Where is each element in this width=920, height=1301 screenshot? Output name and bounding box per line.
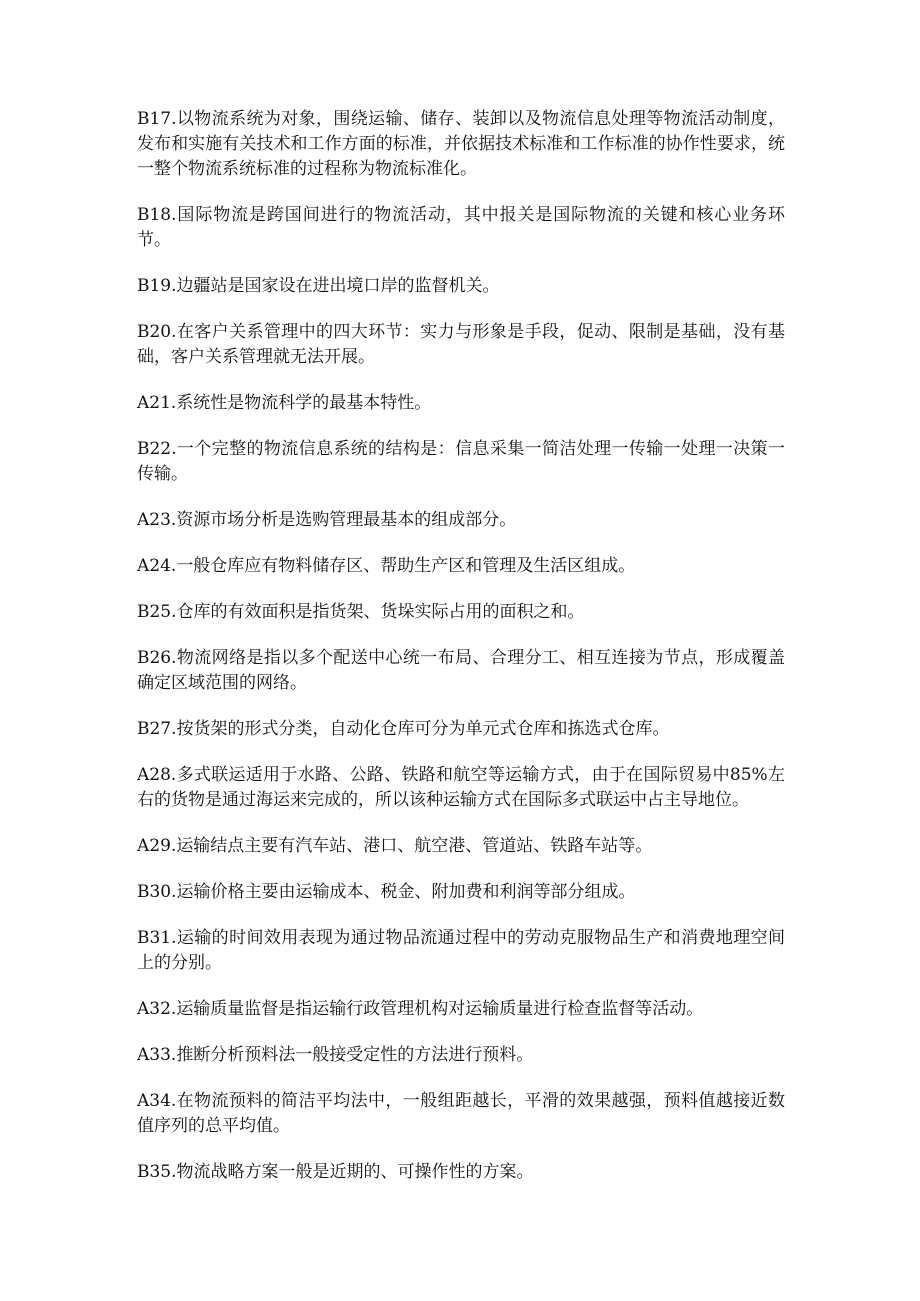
question-a21: A21.系统性是物流科学的最基本特性。 — [137, 393, 432, 413]
question-b35: B35.物流战略方案一般是近期的、可操作性的方案。 — [137, 1162, 534, 1182]
document-body — [137, 107, 785, 1206]
question-a32: A32.运输质量监督是指运输行政管理机构对运输质量进行检查监督等活动。 — [137, 999, 704, 1019]
question-b18: B18.国际物流是跨国间进行的物流活动，其中报关是国际物流的关键和核心业务环节。 — [137, 205, 785, 250]
question-a34: A34.在物流预料的简洁平均法中，一般组距越长，平滑的效果越强，预料值越接近数值序列的总平均值。 — [137, 1091, 785, 1136]
question-a29: A29.运输结点主要有汽车站、港口、航空港、管道站、铁路车站等。 — [137, 836, 653, 856]
question-b31: B31.运输的时间效用表现为通过物品流通过程中的劳动克服物品生产和消费地理空间上的分别。 — [137, 928, 785, 973]
question-b17: B17.以物流系统为对象，围绕运输、储存、装卸以及物流信息处理等物流活动制度，发布和实施有关技术和工作方面的标准，并依据技术标准和工作标准的协作性要求，统一整个物流系统标准的过程称为物流标准化。 — [137, 109, 785, 179]
question-b25: B25.仓库的有效面积是指货架、货垛实际占用的面积之和。 — [137, 602, 585, 622]
question-a23: A23.资源市场分析是选购管理最基本的组成部分。 — [137, 510, 517, 530]
question-b26: B26.物流网络是指以多个配送中心统一布局、合理分工、相互连接为节点，形成覆盖确定区域范围的网络。 — [137, 648, 785, 693]
question-b20: B20.在客户关系管理中的四大环节：实力与形象是手段，促动、限制是基础，没有基础，客户关系管理就无法开展。 — [137, 322, 785, 367]
question-b30: B30.运输价格主要由运输成本、税金、附加费和利润等部分组成。 — [137, 882, 636, 902]
question-b27: B27.按货架的形式分类，自动化仓库可分为单元式仓库和拣选式仓库。 — [137, 719, 670, 739]
question-a33: A33.推断分析预料法一般接受定性的方法进行预料。 — [137, 1045, 534, 1065]
question-a28: A28.多式联运适用于水路、公路、铁路和航空等运输方式，由于在国际贸易中85%左右的货物是通过海运来完成的，所以该种运输方式在国际多式联运中占主导地位。 — [137, 765, 785, 810]
question-a24: A24.一般仓库应有物料储存区、帮助生产区和管理及生活区组成。 — [137, 556, 636, 576]
question-b22: B22.一个完整的物流信息系统的结构是：信息采集一简洁处理一传输一处理一决策一传输。 — [137, 439, 785, 484]
question-b19: B19.边疆站是国家设在进出境口岸的监督机关。 — [137, 276, 500, 296]
